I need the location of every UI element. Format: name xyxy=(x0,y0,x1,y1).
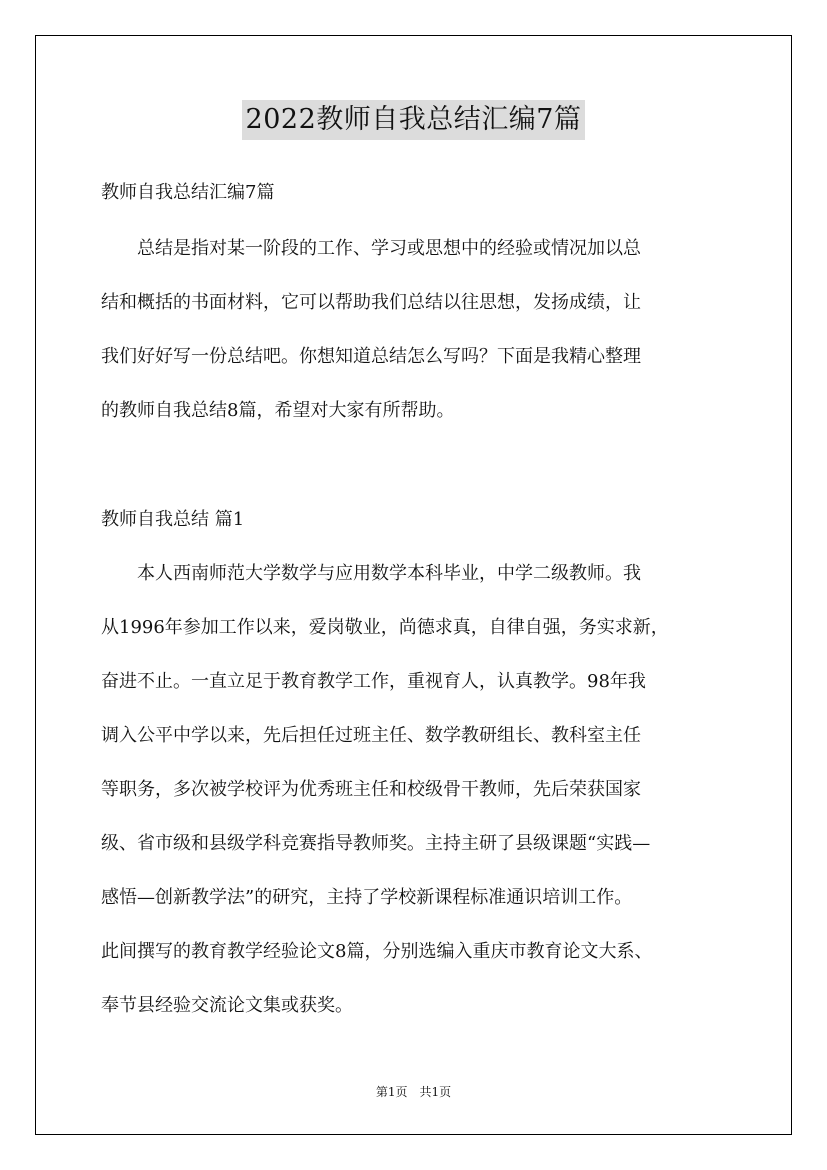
text-line: 的教师自我总结8篇，希望对大家有所帮助。 xyxy=(101,400,455,421)
text-line: 奋进不止。一直立足于教育教学工作，重视育人，认真教学。98年我 xyxy=(101,671,646,692)
text-line: 结和概括的书面材料，它可以帮助我们总结以往思想，发扬成绩，让 xyxy=(101,292,641,313)
intro-paragraph xyxy=(101,222,731,438)
page-footer: 第1页 共1页 xyxy=(375,1085,452,1099)
section-heading: 教师自我总结 篇1 xyxy=(101,509,245,530)
text-line: 调入公平中学以来，先后担任过班主任、数学教研组长、教科室主任 xyxy=(101,725,641,746)
text-line: 级、省市级和县级学科竞赛指导教师奖。主持主研了县级课题“实践— xyxy=(101,833,651,854)
text-line: 奉节县经验交流论文集或获奖。 xyxy=(101,995,353,1016)
section1-paragraph xyxy=(101,547,731,1033)
subtitle: 教师自我总结汇编7篇 xyxy=(101,182,275,203)
text-line: 总结是指对某一阶段的工作、学习或思想中的经验或情况加以总 xyxy=(101,238,641,259)
title-container xyxy=(0,100,827,140)
text-line: 本人西南师范大学数学与应用数学本科毕业，中学二级教师。我 xyxy=(101,563,641,584)
text-line: 我们好好写一份总结吧。你想知道总结怎么写吗？下面是我精心整理 xyxy=(101,346,641,367)
text-line: 等职务，多次被学校评为优秀班主任和校级骨干教师，先后荣获国家 xyxy=(101,779,641,800)
text-line: 此间撰写的教育教学经验论文8篇，分别选编入重庆市教育论文大系、 xyxy=(101,941,653,962)
document-title: 2022教师自我总结汇编7篇 xyxy=(242,100,586,140)
text-line: 感悟—创新教学法”的研究，主持了学校新课程标准通识培训工作。 xyxy=(101,887,633,908)
text-line: 从1996年参加工作以来，爱岗敬业，尚德求真，自律自强，务实求新， xyxy=(101,617,669,638)
